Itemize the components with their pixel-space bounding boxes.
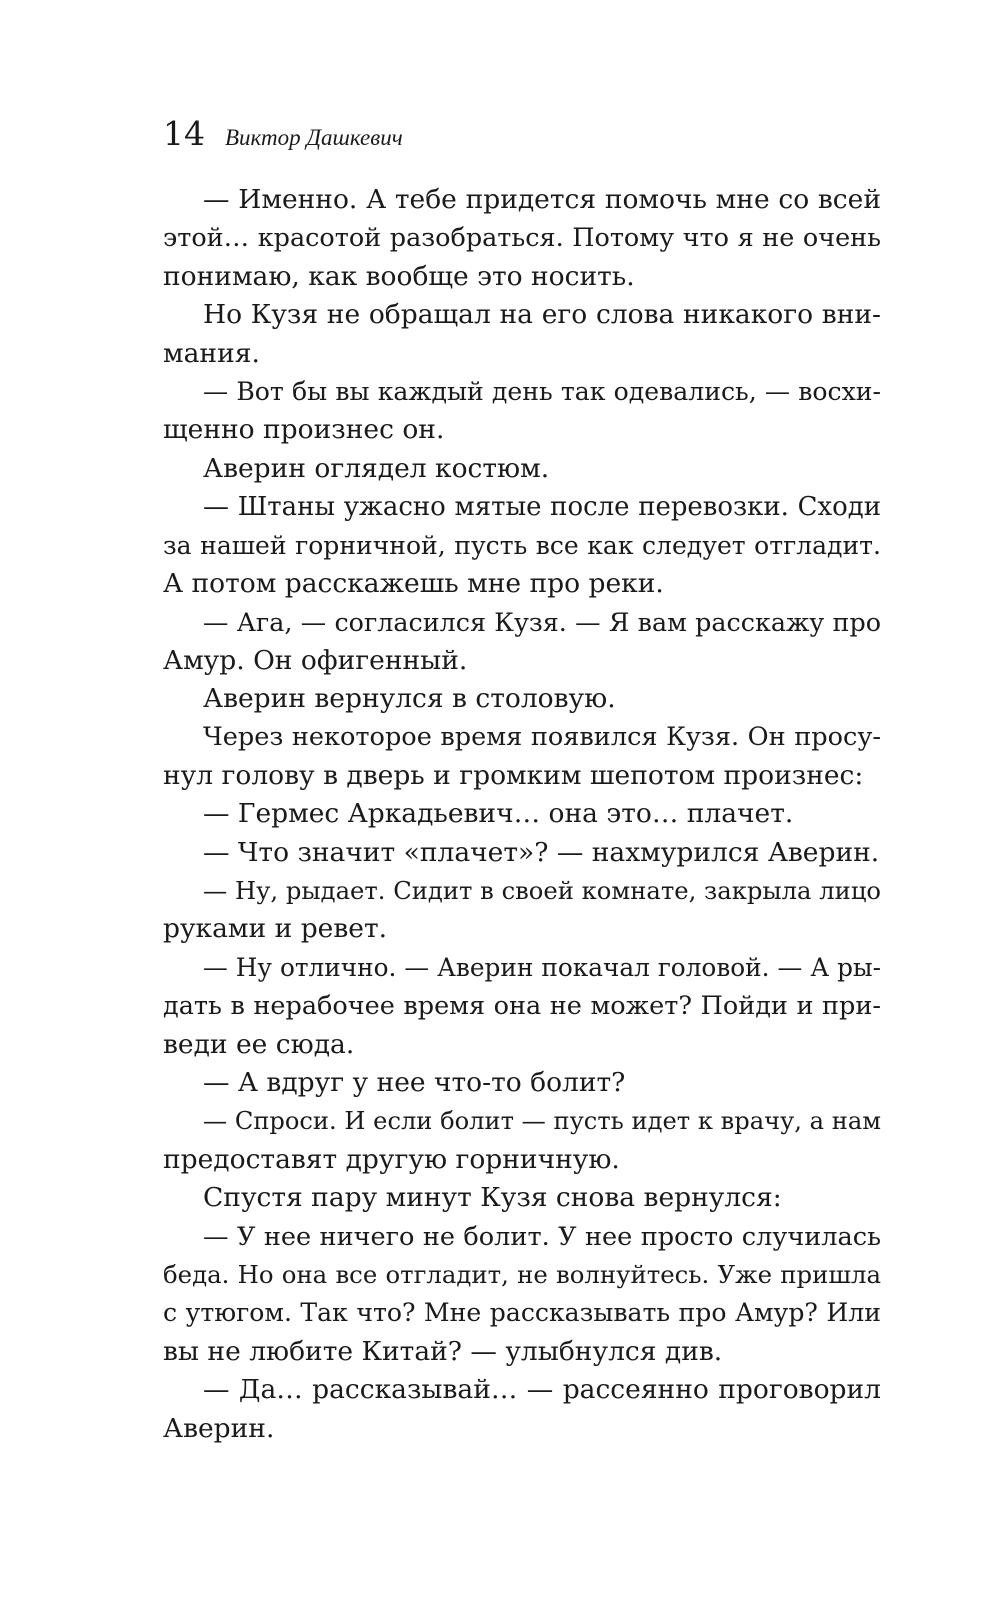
text-line: этой… красотой разобраться. Потому что я не очень [163, 223, 881, 254]
text-line: Но Кузя не обращал на его слова никакого вни- [203, 299, 881, 331]
text-line: — У нее ничего не болит. У нее просто случилась [203, 1221, 881, 1252]
running-head [163, 114, 403, 158]
body-text [163, 181, 881, 1448]
text-line: за нашей горничной, пусть все как следует отгладит. [163, 530, 881, 560]
text-line: — Да… рассказывай… — рассеянно проговорил [203, 1374, 881, 1406]
text-line: — Что значит «плачет»? — нахмурился Аверин. [203, 836, 880, 868]
text-line: веди ее сюда. [163, 1028, 355, 1060]
text-line: — Ага, — согласился Кузя. — Я вам расскажу про [203, 607, 881, 638]
text-line: — Вот бы вы каждый день так одевались, — восхи- [203, 376, 881, 406]
text-line: Аверин вернулся в столовую. [203, 683, 616, 715]
text-line: Аверин оглядел костюм. [203, 452, 550, 484]
text-line: — А вдруг у нее что-то болит? [203, 1066, 626, 1098]
text-line: с утюгом. Так что? Мне рассказывать про Амур? Или [163, 1298, 881, 1328]
text-line: понимаю, как вообще это носить. [163, 260, 635, 292]
text-line: Спустя пару минут Кузя снова вернулся: [203, 1182, 782, 1214]
text-line: — Ну, рыдает. Сидит в своей комнате, закрыла лицо [203, 876, 881, 906]
text-line: Амур. Он офигенный. [163, 644, 468, 676]
text-line: А потом расскажешь мне про реки. [163, 567, 664, 599]
text-line: — Именно. А тебе придется помочь мне со всей [203, 184, 881, 215]
page-number: 14 [163, 114, 205, 153]
text-line: дать в нерабочее время она не может? Пойди и при- [163, 991, 881, 1022]
text-line: нул голову в дверь и громким шепотом произнес: [163, 759, 864, 791]
text-line: — Штаны ужасно мятые после перевозки. Сходи [203, 492, 881, 523]
text-line: Через некоторое время появился Кузя. Он просу- [203, 722, 881, 753]
text-line: Аверин. [163, 1412, 275, 1444]
text-line: предоставят другую горничную. [163, 1143, 620, 1175]
text-line: руками и ревет. [163, 913, 388, 945]
running-head-author: Виктор Дашкевич [225, 125, 403, 150]
text-line: беда. Но она все отгладит, не волнуйтесь. Уже пришла [163, 1259, 881, 1289]
text-line: вы не любите Китай? — улыбнулся див. [163, 1335, 723, 1367]
text-line: — Гермес Аркадьевич… она это… плачет. [203, 798, 794, 830]
text-line: мания. [163, 337, 260, 369]
text-line: щенно произнес он. [163, 414, 445, 446]
text-line: — Ну отлично. — Аверин покачал головой. — А ры- [203, 952, 881, 982]
text-line: — Спроси. И если болит — пусть идет к врачу, а нам [203, 1107, 881, 1136]
